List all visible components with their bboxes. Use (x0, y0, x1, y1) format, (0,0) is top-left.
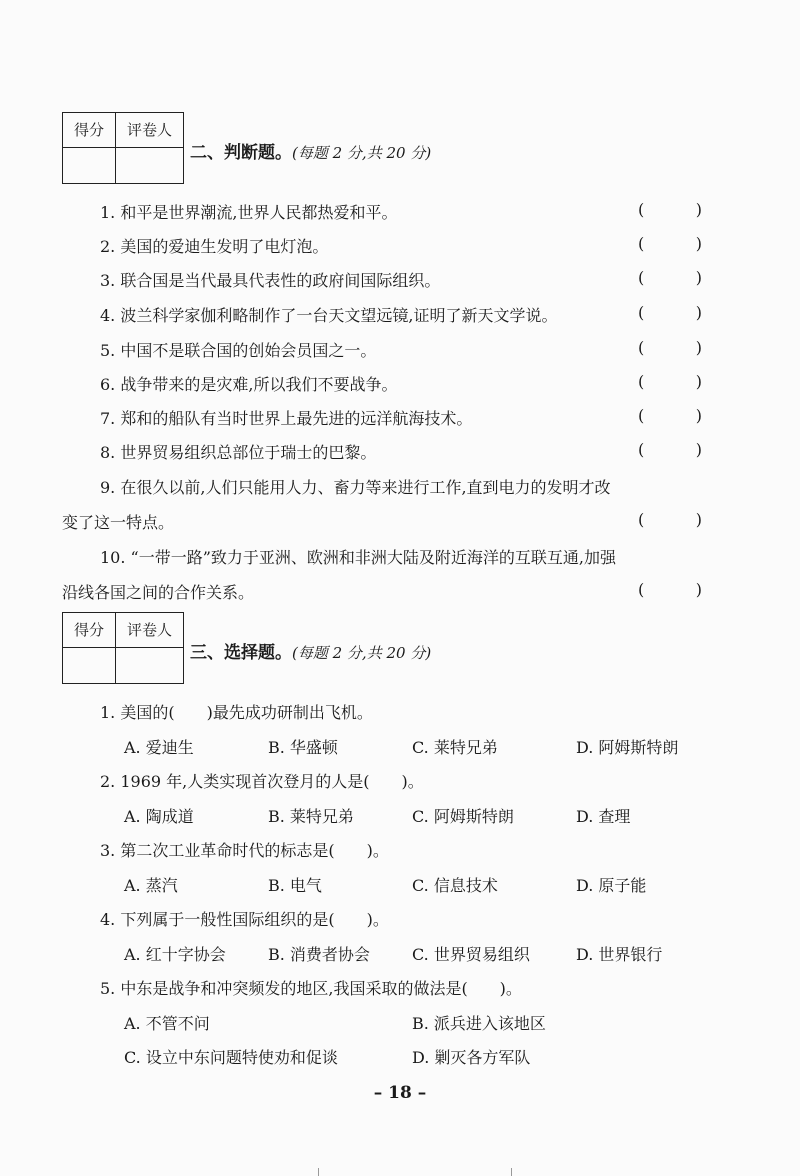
option-b[interactable]: B. 电气 (268, 876, 322, 895)
answer-blank[interactable]: ( ) (638, 372, 702, 391)
option-c[interactable]: C. 莱特兄弟 (412, 738, 498, 757)
page-number: – 18 – (373, 1083, 427, 1103)
answer-blank[interactable]: ( ) (638, 234, 702, 253)
judge-item-10-line2: 沿线各国之间的合作关系。 (62, 583, 255, 602)
answer-blank[interactable]: ( ) (638, 580, 702, 599)
option-c[interactable]: C. 阿姆斯特朗 (412, 807, 514, 826)
grader-header: 评卷人 (126, 621, 172, 639)
section-2-note: (每题 2 分,共 20 分) (292, 144, 432, 162)
option-b[interactable]: B. 华盛顿 (268, 738, 338, 757)
judge-item-9-line1: 9. 在很久以前,人们只能用人力、畜力等来进行工作,直到电力的发明才改 (100, 478, 611, 497)
option-d[interactable]: D. 阿姆斯特朗 (576, 738, 679, 757)
answer-blank[interactable]: ( ) (638, 200, 702, 219)
judge-item-8: 8. 世界贸易组织总部位于瑞士的巴黎。 (100, 443, 377, 462)
choice-question-5: 5. 中东是战争和冲突频发的地区,我国采取的做法是( )。 (100, 979, 522, 998)
option-a[interactable]: A. 陶成道 (124, 807, 194, 826)
choice-question-4: 4. 下列属于一般性国际组织的是( )。 (100, 910, 389, 929)
answer-blank[interactable]: ( ) (638, 338, 702, 357)
judge-item-7: 7. 郑和的船队有当时世界上最先进的远洋航海技术。 (100, 409, 473, 428)
choice-question-3: 3. 第二次工业革命时代的标志是( )。 (100, 841, 389, 860)
answer-blank[interactable]: ( ) (638, 510, 702, 529)
judge-item-2: 2. 美国的爱迪生发明了电灯泡。 (100, 237, 329, 256)
crop-mark (511, 1168, 512, 1176)
score-table (62, 612, 184, 684)
choice-question-2: 2. 1969 年,人类实现首次登月的人是( )。 (100, 772, 424, 791)
option-a[interactable]: A. 蒸汽 (124, 876, 178, 895)
judge-item-3: 3. 联合国是当代最具代表性的政府间国际组织。 (100, 271, 441, 290)
option-a[interactable]: A. 不管不问 (124, 1014, 210, 1033)
score-header: 得分 (73, 121, 104, 139)
answer-blank[interactable]: ( ) (638, 406, 702, 425)
judge-item-5: 5. 中国不是联合国的创始会员国之一。 (100, 341, 377, 360)
crop-mark (318, 1168, 319, 1176)
option-b[interactable]: B. 派兵进入该地区 (412, 1014, 546, 1033)
judge-item-9-line2: 变了这一特点。 (62, 513, 175, 532)
option-c[interactable]: C. 设立中东问题特使劝和促谈 (124, 1048, 338, 1067)
option-d[interactable]: D. 剿灭各方军队 (412, 1048, 531, 1067)
option-b[interactable]: B. 莱特兄弟 (268, 807, 354, 826)
judge-item-6: 6. 战争带来的是灾难,所以我们不要战争。 (100, 375, 398, 394)
score-header: 得分 (73, 621, 104, 639)
option-a[interactable]: A. 红十字协会 (124, 945, 226, 964)
grader-header: 评卷人 (126, 121, 172, 139)
option-d[interactable]: D. 原子能 (576, 876, 647, 895)
section-3-title: 三、选择题。(每题 2 分,共 20 分) (190, 643, 432, 663)
section-2-title: 二、判断题。(每题 2 分,共 20 分) (190, 143, 432, 163)
score-table (62, 112, 184, 184)
option-b[interactable]: B. 消费者协会 (268, 945, 370, 964)
option-c[interactable]: C. 信息技术 (412, 876, 498, 895)
judge-item-4: 4. 波兰科学家伽利略制作了一台天文望远镜,证明了新天文学说。 (100, 306, 558, 325)
choice-question-1: 1. 美国的( )最先成功研制出飞机。 (100, 703, 373, 722)
option-a[interactable]: A. 爱迪生 (124, 738, 194, 757)
judge-item-1: 1. 和平是世界潮流,世界人民都热爱和平。 (100, 203, 398, 222)
section-3-note: (每题 2 分,共 20 分) (292, 644, 432, 662)
answer-blank[interactable]: ( ) (638, 303, 702, 322)
option-d[interactable]: D. 世界银行 (576, 945, 663, 964)
option-c[interactable]: C. 世界贸易组织 (412, 945, 530, 964)
judge-item-10-line1: 10. “一带一路”致力于亚洲、欧洲和非洲大陆及附近海洋的互联互通,加强 (100, 548, 616, 567)
answer-blank[interactable]: ( ) (638, 268, 702, 287)
option-d[interactable]: D. 查理 (576, 807, 631, 826)
answer-blank[interactable]: ( ) (638, 440, 702, 459)
